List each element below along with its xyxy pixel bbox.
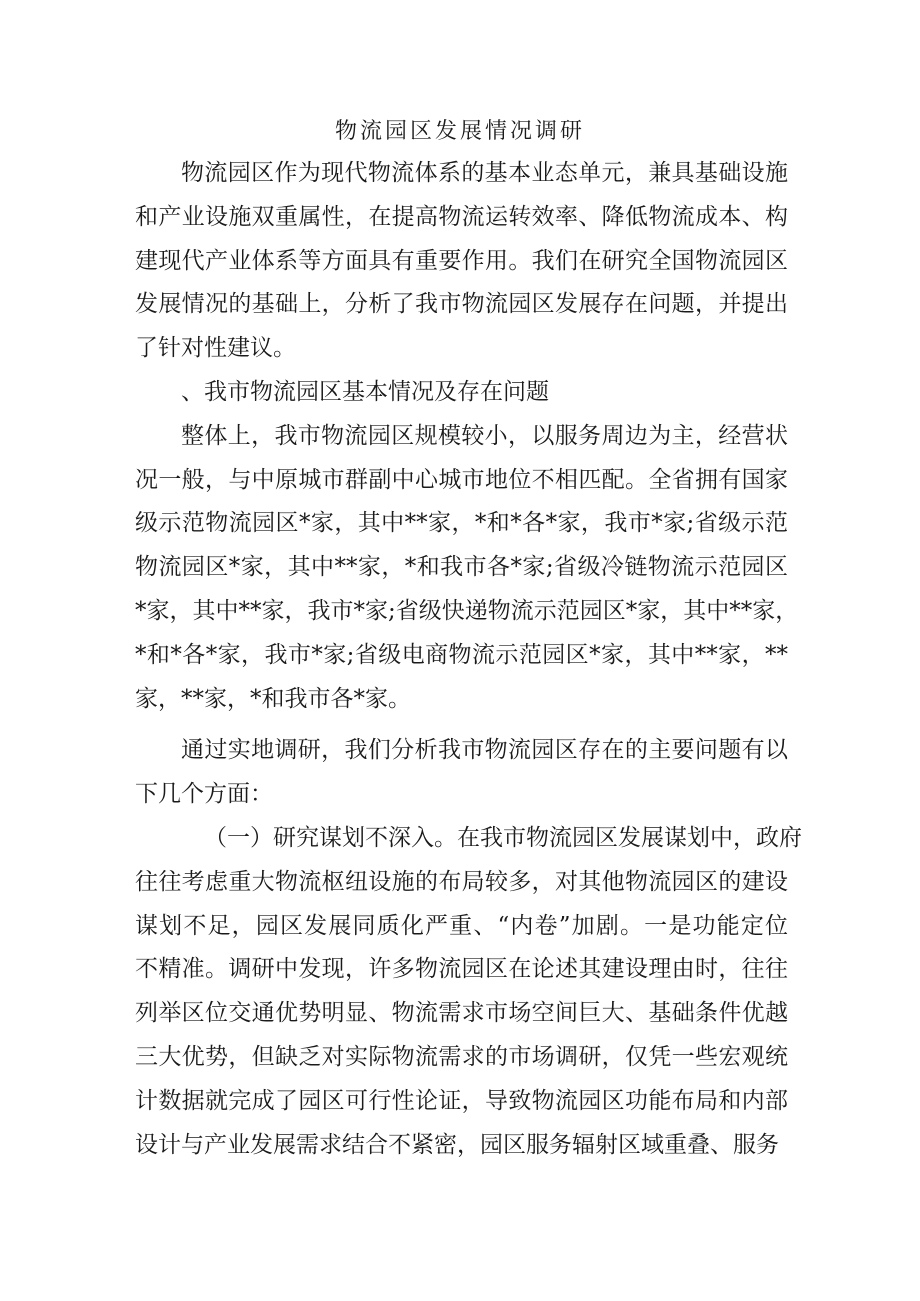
text-line: 下几个方面：	[135, 781, 273, 808]
text-line: *和*各*家，我市*家;省级电商物流示范园区*家，其中**家，**	[135, 641, 788, 668]
text-line: 物流园区作为现代物流体系的基本业态单元，兼具基础设施	[181, 160, 788, 186]
text-line: 列举区位交通优势明显、物流需求市场空间巨大、基础条件优越	[135, 1000, 788, 1027]
text-line: 设计与产业发展需求结合不紧密，园区服务辐射区域重叠、服务	[135, 1131, 779, 1158]
text-line: 况一般，与中原城市群副中心城市地位不相匹配。全省拥有国家	[135, 466, 788, 493]
text-line: 物流园区*家，其中**家，*和我市各*家;省级冷链物流示范园区	[135, 554, 788, 581]
document-body	[135, 152, 802, 1167]
text-line: （一）研究谋划不深入。在我市物流园区发展谋划中，政府	[204, 824, 802, 851]
text-line: 了针对性建议。	[135, 335, 296, 362]
text-line: 计数据就完成了园区可行性论证，导致物流园区功能布局和内部	[135, 1087, 788, 1114]
paragraph-problems-intro	[135, 729, 788, 817]
text-line: 谋划不足，园区发展同质化严重、“内卷”加剧。一是功能定位	[135, 912, 788, 939]
paragraph-intro	[135, 152, 788, 371]
text-line: 建现代产业体系等方面具有重要作用。我们在研究全国物流园区	[135, 247, 788, 274]
paragraph-problem-1	[135, 817, 802, 1167]
text-line: 整体上，我市物流园区规模较小，以服务周边为主，经营状	[181, 422, 788, 449]
text-line: 和产业设施双重属性，在提高物流运转效率、降低物流成本、构	[135, 203, 788, 230]
text-line: 家，**家，*和我市各*家。	[135, 685, 411, 712]
document-title: 物流园区发展情况调研	[334, 119, 585, 144]
paragraph-overview	[135, 415, 799, 722]
text-line: 往往考虑重大物流枢纽设施的布局较多，对其他物流园区的建设	[135, 868, 788, 895]
text-line: 、我市物流园区基本情况及存在问题	[181, 378, 549, 405]
text-line: 不精准。调研中发现，许多物流园区在论述其建设理由时，往往	[135, 956, 788, 983]
text-line: 级示范物流园区*家，其中**家，*和*各*家，我市*家;省级示范	[135, 510, 788, 537]
text-line: *家，其中**家，我市*家;省级快递物流示范园区*家，其中**家，	[135, 597, 799, 624]
text-line: 三大优势，但缺乏对实际物流需求的市场调研，仅凭一些宏观统	[135, 1043, 788, 1070]
text-line: 通过实地调研，我们分析我市物流园区存在的主要问题有以	[181, 737, 788, 764]
paragraph-section-1-heading	[135, 371, 788, 415]
text-line: 发展情况的基础上，分析了我市物流园区发展存在问题，并提出	[135, 291, 788, 318]
